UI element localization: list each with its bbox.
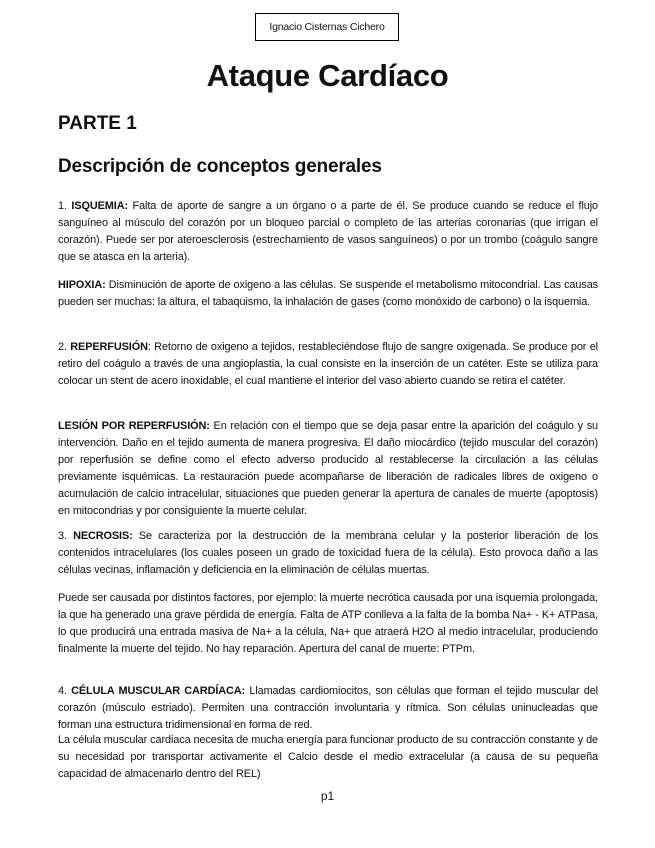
paragraph-celula-energia: La célula muscular cardiaca necesita de mucha energía para funcionar producto de su contracción constante y de su necesidad por transportar activamente el Calcio desde el medio extracelular (a causa de su pequeña capacidad de almacenarlo dentro del REL)	[58, 734, 598, 780]
author-name: Ignacio Cisternas Cichero	[269, 21, 385, 33]
paragraph-hipoxia: HIPOXIA: Disminución de aporte de oxigeno a las células. Se suspende el metabolismo mitocondrial. Las causas pueden ser muchas: la altura, el tabaquismo, la inhalación de gases (como monóxido de carbono) o la isquemia.	[58, 279, 598, 308]
term-hipoxia: HIPOXIA:	[58, 279, 106, 291]
section-heading: Descripción de conceptos generales	[58, 156, 382, 177]
term-celula-muscular: CÉLULA MUSCULAR CARDÍACA:	[71, 685, 246, 697]
part-heading: PARTE 1	[58, 113, 137, 134]
paragraph-celula-muscular: 4. CÉLULA MUSCULAR CARDÍACA: Llamadas cardiomiocitos, son células que forman el tejido muscular del corazón (músculo estriado). Permiten una contracción involuntaria y rítmica. Son células uninucleadas que forman una estructura tridimensional en forma de red.	[58, 685, 598, 731]
term-necrosis: NECROSIS:	[73, 530, 133, 542]
author-box	[255, 13, 399, 41]
document-title: Ataque Cardíaco	[206, 58, 449, 93]
paragraph-necrosis-causes: Puede ser causada por distintos factores, por ejemplo: la muerte necrótica causada por una isquemia prolongada, la que ha generado una grave pérdida de energía. Falta de ATP conlleva a la falta de la bomba Na+ - K+ ATPasa, lo que producirá una entrada masiva de Na+ a la célula, Na+ que atraerá H2O al medio intracelular, produciendo finalmente la muerte del tejido. No hay reparación. Apertura del canal de muerte: PTPm.	[58, 592, 598, 655]
paragraph-reperfusion: 2. REPERFUSIÓN: Retorno de oxigeno a tejidos, restableciéndose flujo de sangre oxigenada. Se produce por el retiro del coágulo a través de una angioplastia, la cual consiste en la inserción de un catéter. Este se utiliza para colocar un stent de acero inoxidable, el cual mantiene el interior del vaso abierto cuando se retira el catéter.	[58, 341, 598, 387]
paragraph-lesion-reperfusion: LESIÓN POR REPERFUSIÓN: En relación con el tiempo que se deja pasar entre la aparición del coágulo y su intervención. Daño en el tejido aumenta de manera progresiva. El daño miocárdico (tejido muscular del corazón) por reperfusión se define como el efecto adverso producido al restablecerse la circulación a las células previamente isquémicas. La restauración puede acompañarse de liberación de radicales libres de oxigeno o acumulación de calcio intracelular, situaciones que pueden generar la apertura de canales de muerte (apoptosis) en mitocondrias y por consiguiente la muerte celular.	[58, 420, 598, 517]
term-lesion-reperfusion: LESIÓN POR REPERFUSIÓN:	[58, 420, 210, 432]
paragraph-necrosis: 3. NECROSIS: Se caracteriza por la destrucción de la membrana celular y la posterior liberación de los contenidos intracelulares (los cuales poseen un grado de toxicidad fuera de la célula). Esto provoca daño a las células vecinas, inflamación y deficiencia en la eliminación de células muertas.	[58, 530, 598, 576]
term-isquemia: ISQUEMIA:	[71, 200, 128, 212]
paragraph-isquemia: 1. ISQUEMIA: Falta de aporte de sangre a un órgano o a parte de él. Se produce cuando se reduce el flujo sanguíneo al músculo del corazón por un bloqueo parcial o completo de las arterias coronarias (que irrigan el corazón). Puede ser por ateroesclerosis (estrechamiento de vasos sanguíneos) o por un trombo (coágulo sangre que se atasca en la arteria).	[58, 200, 599, 263]
term-reperfusion: REPERFUSIÓN	[70, 341, 148, 353]
page-number: p1	[320, 789, 335, 803]
